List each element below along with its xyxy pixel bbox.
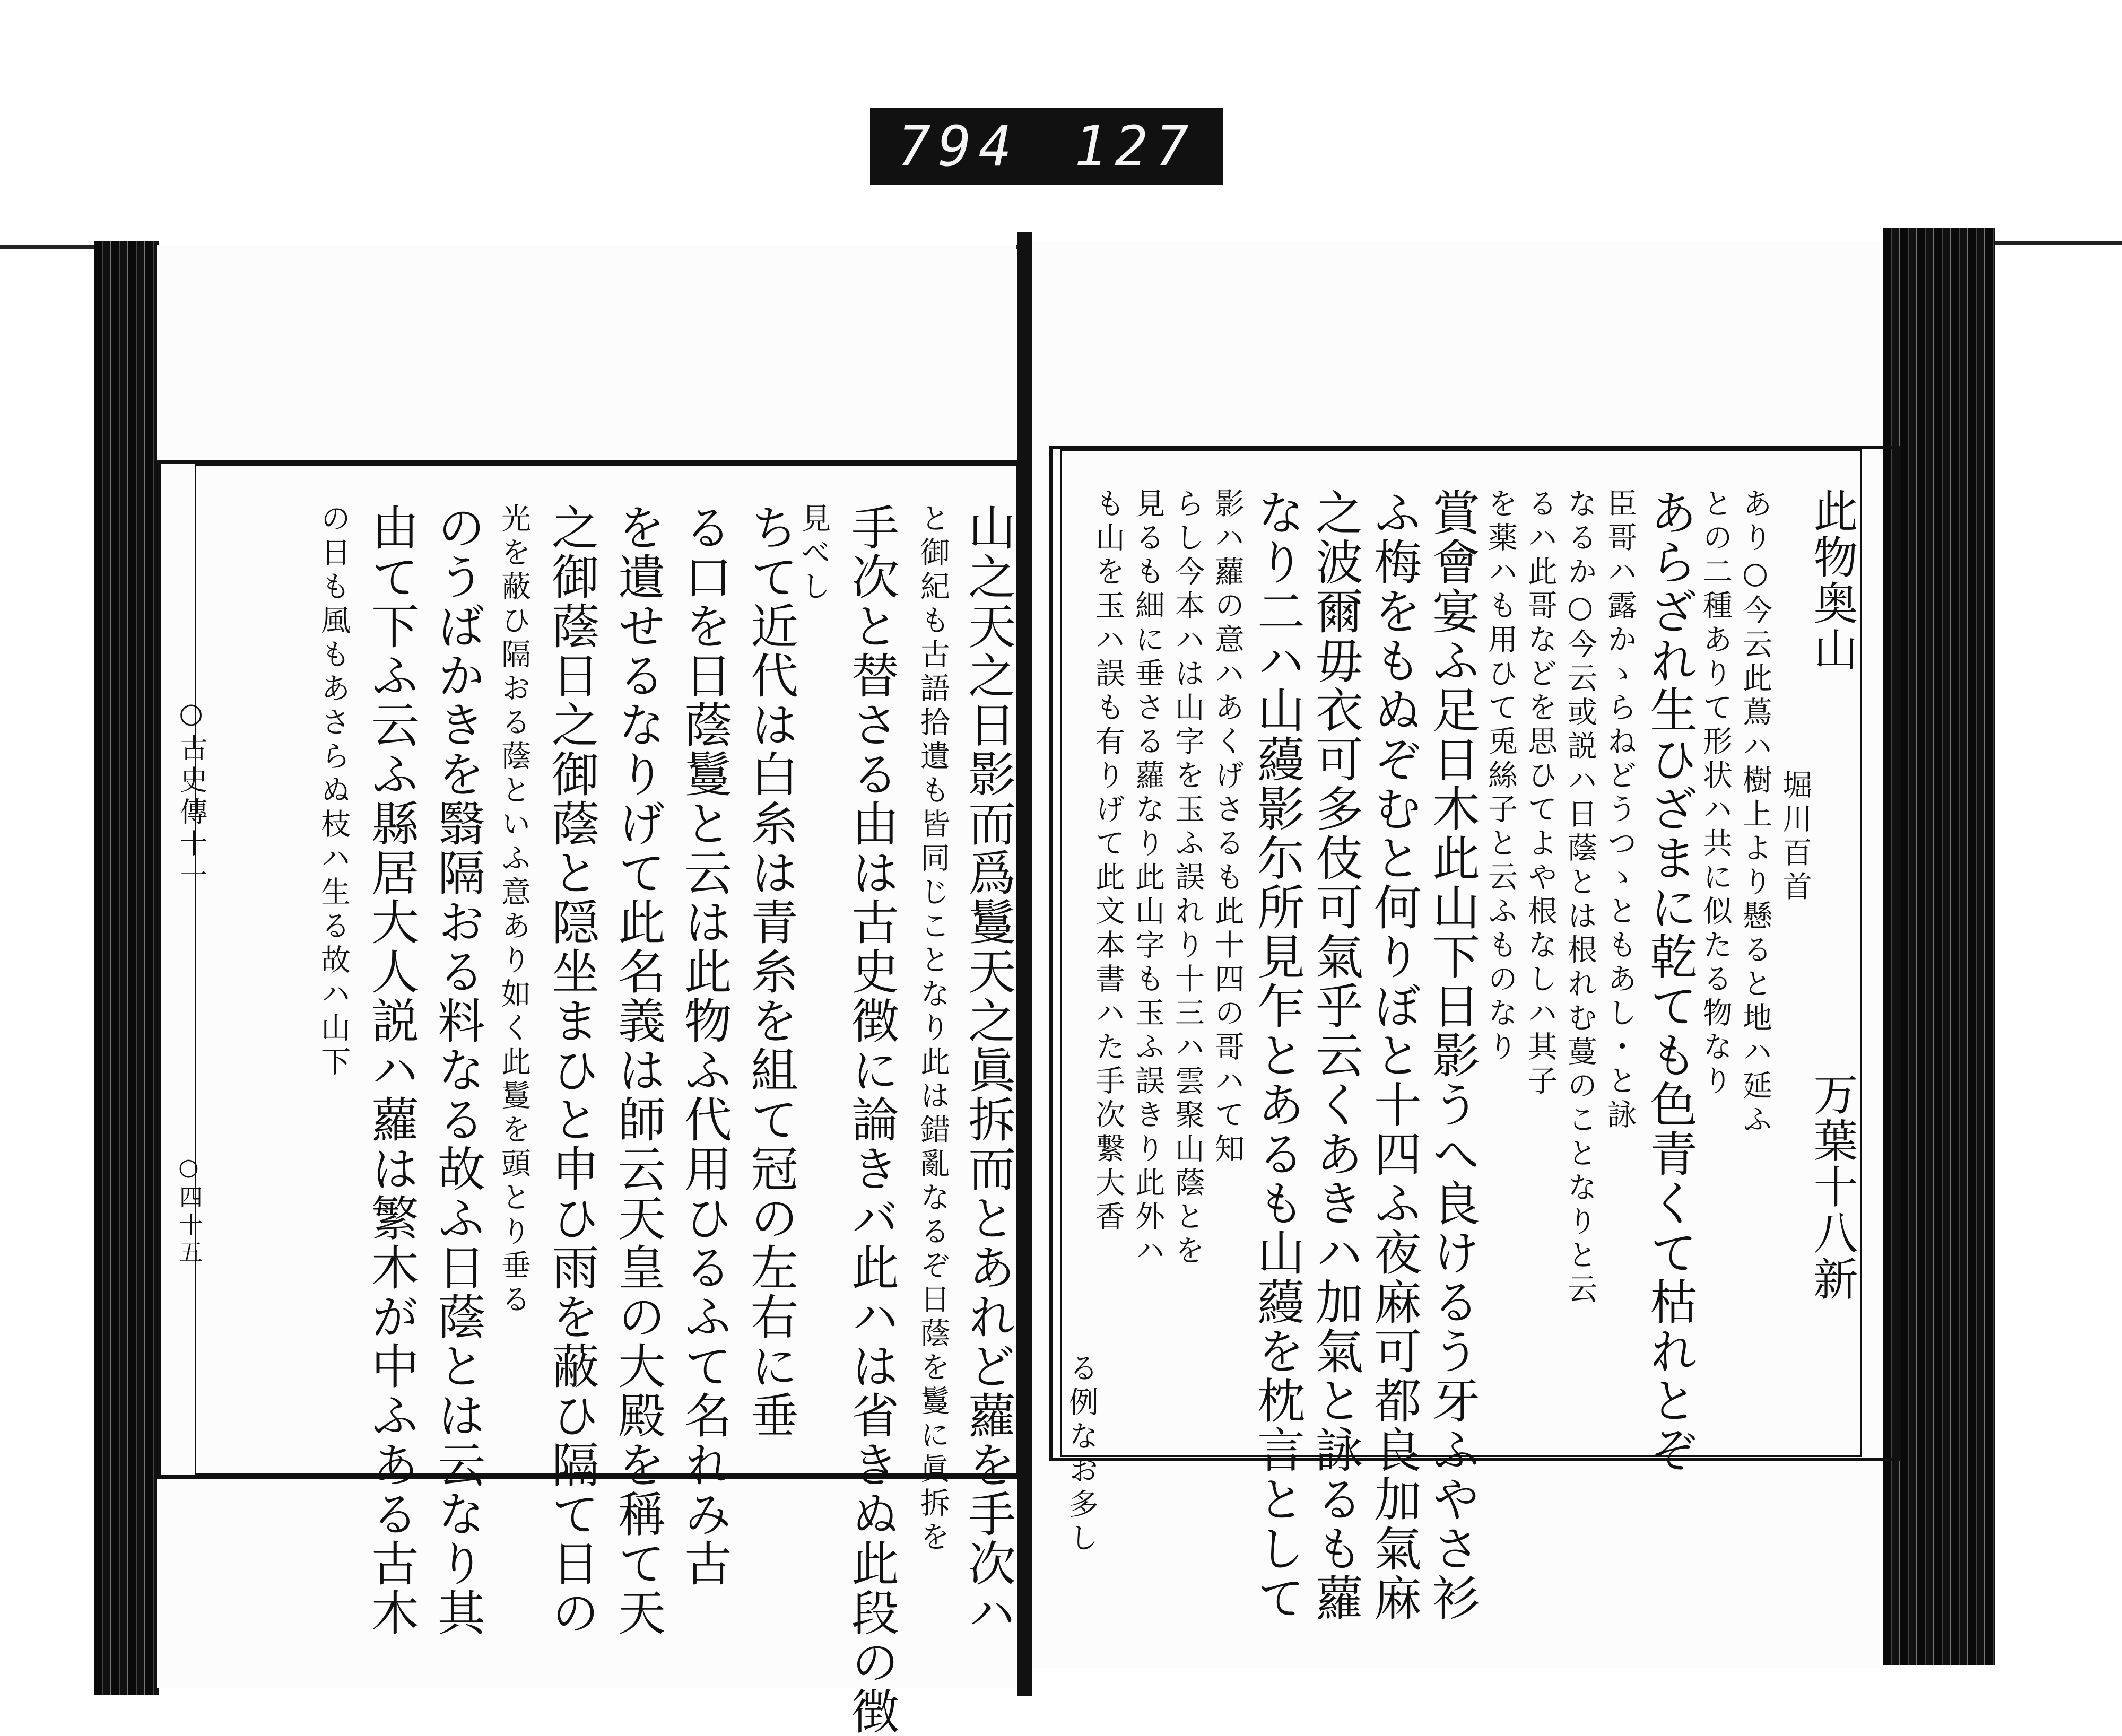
headnote-column: 此物奥山 bbox=[1806, 488, 1858, 673]
film-frame-number: 127 bbox=[1074, 114, 1196, 179]
text-column: なるか○今云或説ハ日蔭とは根れむ蔓のことなりと云 bbox=[1563, 488, 1597, 1307]
text-column: あらざれ生ひざまに乾ても色青くて枯れとぞ bbox=[1641, 488, 1697, 1475]
text-column: 見るも細に垂さる蘿なり此山字も玉ふ誤きり此外ハ bbox=[1130, 488, 1165, 1269]
right-page-frame bbox=[1049, 446, 1901, 1622]
text-column: るハ此哥などを思ひてよや根なしハ其子 bbox=[1523, 488, 1558, 1099]
text-column: 之波爾毋衣可多伎可氣乎云くあきハ加氣と詠るも蘿 bbox=[1307, 488, 1363, 1622]
left-page-frame bbox=[157, 460, 1022, 1736]
text-column: 影ハ蘿の意ハあくげさるも此十四の哥ハて知 bbox=[1210, 488, 1245, 1167]
text-column: 由て下ふ云ふ縣居大人説ハ蘿は繁木が中ふある古木 bbox=[363, 503, 419, 1637]
headnote-column: 堀川百首 bbox=[1778, 769, 1812, 905]
text-column: あり○今云此蔦ハ樹上より懸ると地ハ延ふ bbox=[1738, 488, 1772, 1138]
film-reel-number: 794 bbox=[897, 114, 1020, 179]
margin-page-number: ○四十五 bbox=[175, 1154, 202, 1268]
text-column: 賞會宴ふ足日木此山下日影うへ良けるう牙ふやさ衫 bbox=[1424, 488, 1480, 1622]
text-column: との二種ありて形状ハ共に似たる物なり bbox=[1698, 488, 1733, 1099]
text-column: 見べし bbox=[796, 503, 831, 605]
text-column: 之御蔭日之御蔭と隠坐まひと申ひ雨を蔽ひ隔て日の bbox=[543, 503, 599, 1637]
text-column: る例なお多し bbox=[1064, 1353, 1099, 1556]
text-column: らし今本ハは山字を玉ふ誤れり十三ハ雲聚山蔭とを bbox=[1170, 488, 1205, 1269]
text-column: 臣哥ハ露かゝらねどうつゝともあし・と詠 bbox=[1603, 488, 1637, 1133]
text-column: ふ梅をもぬぞむと何りぼと十四ふ夜麻可都良加氣麻 bbox=[1366, 488, 1421, 1622]
text-column: の日も風もあさらぬ枝ハ生る故ハ山下 bbox=[316, 503, 351, 1080]
headnote-column: 万葉十八新 bbox=[1806, 1071, 1858, 1302]
right-text-area bbox=[1060, 449, 1862, 1622]
text-column: と御紀も古語拾遺も皆同じことなり此は錯亂なるぞ日蔭を鬘に眞拆を bbox=[916, 503, 950, 1555]
text-column: 手次と替さる由は古史徴に論きバ此ハは省きぬ此段の徴 bbox=[843, 503, 899, 1736]
text-column: 光を蔽ひ隔おる蔭といふ意あり如く此鬘を頭とり垂る bbox=[497, 503, 531, 1318]
left-text-area bbox=[195, 464, 1018, 1736]
text-column: のうばかきを翳隔おる料なる故ふ日蔭とは云なり其 bbox=[429, 503, 485, 1637]
text-column: を薬ハも用ひて兎絲子と云ふものなり bbox=[1483, 488, 1518, 1065]
margin-book-title: ○古史傳十一 bbox=[175, 697, 207, 893]
film-label bbox=[870, 108, 1223, 185]
text-column: も山を玉ハ誤も有りげて此文本書ハた手次繋大香 bbox=[1091, 488, 1125, 1235]
text-column: を遺せるなりげて此名義は師云天皇の大殿を稱て天 bbox=[610, 503, 665, 1637]
text-column: なり二ハ山蘰影尓所見乍とあるも山蘰を枕言として bbox=[1249, 488, 1304, 1622]
text-column: 山之天之日影而爲鬘天之眞拆而とあれど蘿を手次ハ bbox=[960, 503, 1015, 1637]
text-column: ちて近代は白糸は青糸を組て冠の左右に垂 bbox=[742, 503, 798, 1440]
text-column: る口を日蔭鬘と云は此物ふ代用ひるふて名れみ古 bbox=[676, 503, 732, 1588]
left-page-edge bbox=[94, 241, 159, 1695]
